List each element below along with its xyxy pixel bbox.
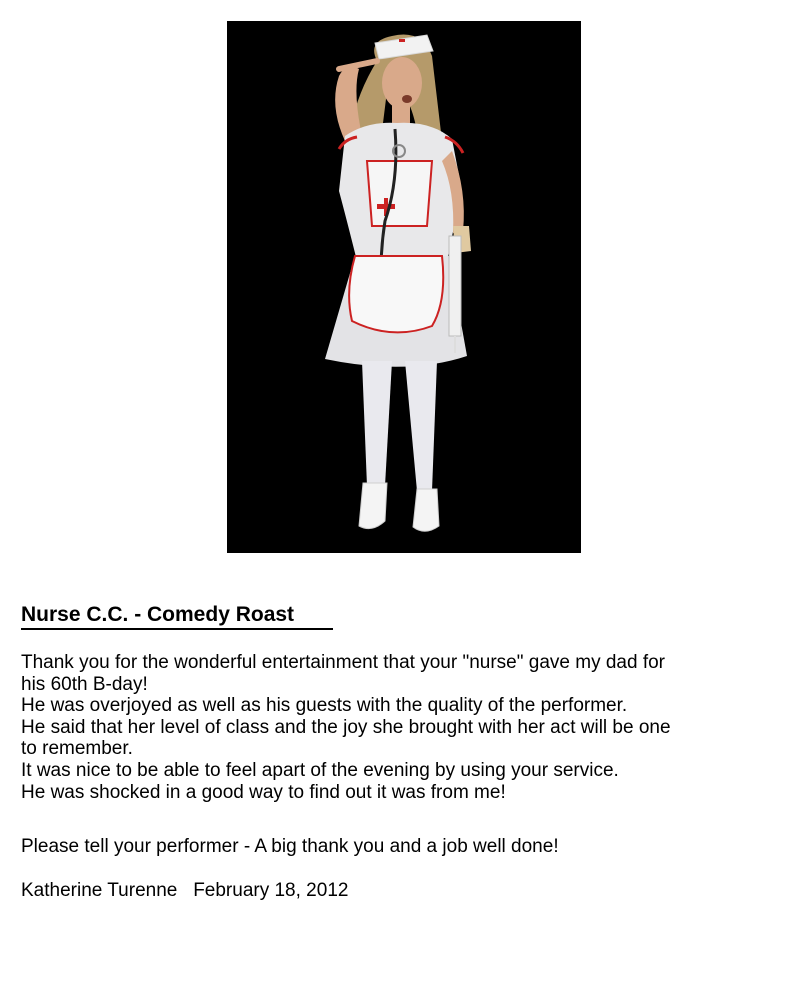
testimonial-line: He was overjoyed as well as his guests with the quality of the performer.: [21, 695, 628, 717]
testimonial-body: [21, 652, 781, 803]
testimonial-line: He was shocked in a good way to find out it was from me!: [21, 781, 506, 803]
performer-photo: [227, 21, 581, 553]
title-underline: [21, 628, 333, 630]
testimonial-date: February 18, 2012: [193, 880, 349, 901]
testimonial-line: his 60th B-day!: [21, 673, 148, 695]
testimonial-line: He said that her level of class and the joy she brought with her act will be one: [21, 716, 671, 738]
author-name: Katherine Turenne: [21, 880, 178, 901]
testimonial-signature: [21, 880, 348, 902]
testimonial-line: Thank you for the wonderful entertainment that your "nurse" gave my dad for: [21, 652, 666, 673]
testimonial-title: Nurse C.C. - Comedy Roast: [21, 603, 295, 626]
testimonial-line: It was nice to be able to feel apart of the evening by using your service.: [21, 759, 619, 781]
testimonial-closing: Please tell your performer - A big thank you and a job well done!: [21, 836, 559, 857]
nurse-costume-illustration: [227, 21, 581, 553]
testimonial-line: to remember.: [21, 738, 133, 760]
